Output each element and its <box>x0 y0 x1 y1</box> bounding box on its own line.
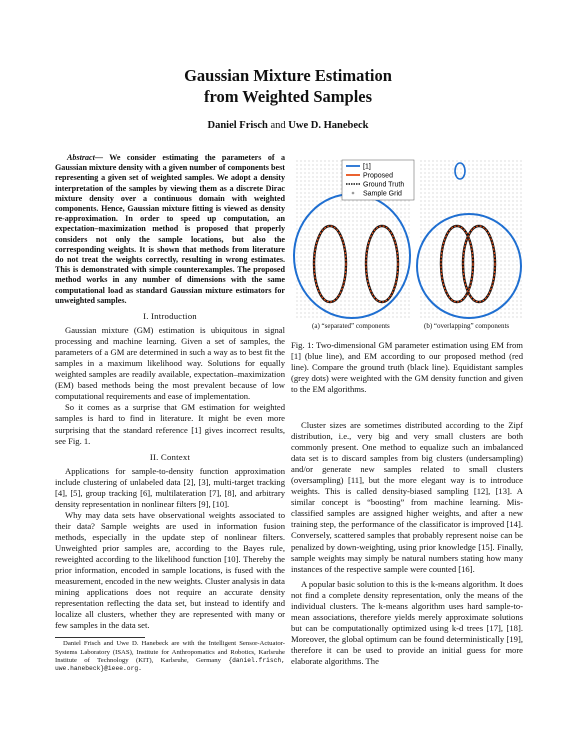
paragraph: Cluster sizes are sometimes distributed according to the Zipf distribution, i.e., very big and very small clusters are both commonly present. One method to equalize such an imbalanced data set is to discard samples from big clusters (undersampling) and/or generate new samples related to small clusters (oversampling) [11], but the more elegant way is to introduce weights. This is called density-biased sampling [12], [13]. A similar concept is “boosting” from machine learning. Mis-classified samples are assigned higher weights, and after a new training step, the performance of the classificator is improved [14]. Conversely, scattered samples that probably represent noise can be penalized by down-weighting, using prior knowledge [15]. Finally, sample weights may simply be natural numbers stating how many instances of the respective sample were counted [16]. <box>291 420 523 574</box>
figure-caption: Fig. 1: Two-dimensional GM parameter estimation using EM from [1] (blue line), and EM according to our proposed method (red line). Compare the ground truth (black line). Equidistant samples (grey dots) were weighted with the GM density function and given to the EM algorithms. <box>291 340 523 394</box>
legend-item-ref: [1] <box>363 163 371 171</box>
paragraph: A popular basic solution to this is the k-means algorithm. It does not find a complete density representation, only the means of the individual clusters. The k-means algorithm uses hard sample-to-mean associations, therefore yields merely approximate solutions but can be computationally optimized using k-d trees [17], [18]. Moreover, the global optimum can be found deterministically [19], therefore it can be used to provide an initial guess for more elaborate algorithms. The <box>291 578 523 666</box>
footnote-email: {daniel.frisch, uwe.hanebeck}@ieee.org. <box>55 656 286 673</box>
author-2: Uwe D. Hanebeck <box>288 120 369 131</box>
paper-title <box>0 65 576 107</box>
right-column <box>291 420 523 667</box>
abstract-label: Abstract <box>67 153 95 162</box>
paragraph: Applications for sample-to-density function approximation include clustering of unlabeled data [2], [3], multi-target tracking [4], [5], group tracking [6], multilateration [7], [8], and arbitrary density representation in nonlinear filters [9], [10]. <box>55 465 285 509</box>
title-line-1: Gaussian Mixture Estimation <box>184 66 392 85</box>
abstract-text: — We consider estimating the parameters of a Gaussian mixture density with a given number of components best representing a given set of weighted samples. We adopt a density interpretation of the samples by viewing them as a discrete Dirac mixture density over a continuous domain with weighted components. Hence, Gaussian mixture fitting is viewed as density re-approximation. In order to speed up computation, an expectation–maximization method is proposed that properly considers not only the sample locations, but also the corresponding weights. It is shown that methods from literature do not treat the weights correctly, resulting in wrong estimates. This is demonstrated with simple counterexamples. The proposed method works in any number of dimensions with the same computational load as standard Gaussian mixture estimators for unweighted samples. <box>55 153 285 305</box>
paragraph: So it comes as a surprise that GM estimation for weighted samples is hard to find in literature. It might be even more surprising that the standard reference [1] gives incorrect results, see Fig. 1. <box>55 402 285 446</box>
left-column <box>55 153 285 674</box>
author-1: Daniel Frisch <box>207 120 268 131</box>
title-line-2: from Weighted Samples <box>203 87 373 106</box>
authors <box>0 120 576 131</box>
sample-grid-b <box>420 160 522 318</box>
section-heading-introduction: I. Introduction <box>143 311 197 322</box>
legend-item-ground-truth: Ground Truth <box>363 181 405 189</box>
footnote-text: Daniel Frisch and Uwe D. Hanebeck are with the Intelligent Sensor-Actuator-Systems Laboratory (ISAS), Institute for Anthropomatics and Robotics, Karlsruhe Institute of Technology (KIT), Karlsruhe, Germany <box>55 640 285 664</box>
legend <box>342 160 414 200</box>
legend-item-sample-grid: Sample Grid <box>363 190 402 198</box>
author-conjunction: and <box>270 120 286 131</box>
paragraph: Why may data sets have observational weights associated to their data? Sample weights are used in information fusion methods, especially in the update step of nonlinear filters. Unweighted prior samples are, according to the Bayes rule, reweighted according to the likelihood function [10]. Thereby the prior information, encoded in sample locations, is fused with the measurement, encoded in the new weights. Cluster analysis in data mining applications does not require an accurate density representation reflecting the data set, but instead to identify and localize all clusters, whether they are represented with many or few samples in the data set. <box>55 509 285 631</box>
subcaption-b: (b) “overlapping” components <box>424 322 510 330</box>
footnote-rule <box>55 637 145 638</box>
subcaption-a: (a) “separated” components <box>312 322 390 330</box>
section-heading-context: II. Context <box>149 451 191 462</box>
figure-1 <box>292 156 524 321</box>
footnote <box>55 640 285 673</box>
abstract <box>55 153 285 306</box>
legend-item-proposed: Proposed <box>363 172 393 180</box>
paragraph: Gaussian mixture (GM) estimation is ubiquitous in signal processing and machine learning. Given a set of samples, the parameters of a GM are determined in such a way as to best fit the samples in a maximum likelihood way. Solutions for equally weighted samples are readily available, expectation–maximization (EM) based methods being the most prevalent because of low computational requirements and ease of implementation. <box>55 325 285 402</box>
